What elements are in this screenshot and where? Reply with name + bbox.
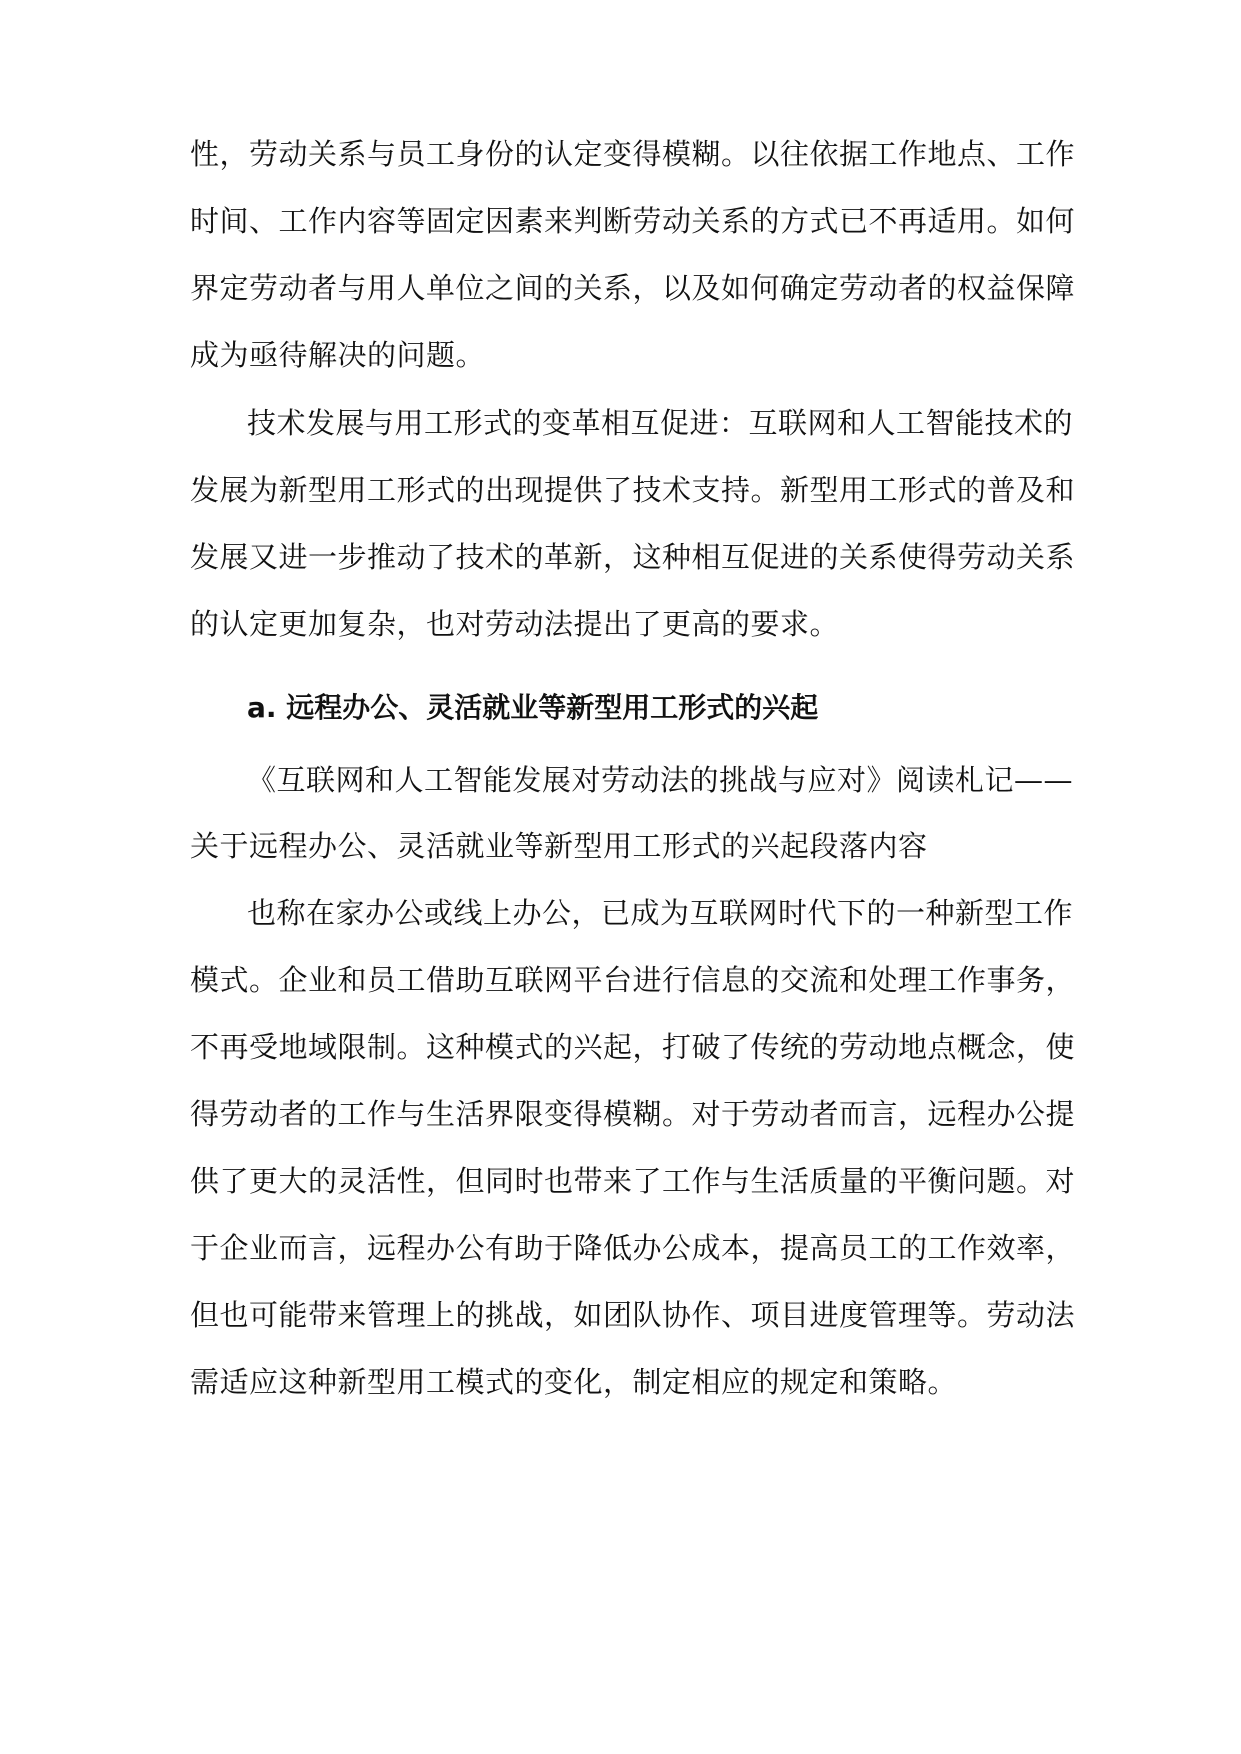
para2-line-2: 发展为新型用工形式的出现提供了技术支持。新型用工形式的普及和 — [190, 473, 1076, 507]
para4-line-1: 也称在家办公或线上办公，已成为互联网时代下的一种新型工作 — [247, 896, 1074, 930]
para4-line-6: 于企业而言，远程办公有助于降低办公成本，提高员工的工作效率， — [190, 1231, 1076, 1265]
para1-line-2: 时间、工作内容等固定因素来判断劳动关系的方式已不再适用。如何 — [190, 204, 1076, 238]
para4-line-5: 供了更大的灵活性，但同时也带来了工作与生活质量的平衡问题。对 — [190, 1164, 1076, 1198]
para1-line-1: 性，劳动关系与员工身份的认定变得模糊。以往依据工作地点、工作 — [190, 137, 1076, 171]
section-heading: a. 远程办公、灵活就业等新型用工形式的兴起 — [247, 691, 819, 724]
para4-line-3: 不再受地域限制。这种模式的兴起，打破了传统的劳动地点概念，使 — [190, 1030, 1076, 1064]
para4-line-7: 但也可能带来管理上的挑战，如团队协作、项目进度管理等。劳动法 — [190, 1298, 1076, 1332]
para3-line-1: 《互联网和人工智能发展对劳动法的挑战与应对》阅读札记—— — [247, 763, 1074, 797]
para2-line-4: 的认定更加复杂，也对劳动法提出了更高的要求。 — [190, 607, 840, 641]
para4-line-4: 得劳动者的工作与生活界限变得模糊。对于劳动者而言，远程办公提 — [190, 1097, 1076, 1131]
para4-line-2: 模式。企业和员工借助互联网平台进行信息的交流和处理工作事务， — [190, 963, 1076, 997]
para2-line-1: 技术发展与用工形式的变革相互促进：互联网和人工智能技术的 — [247, 406, 1074, 440]
para1-line-4: 成为亟待解决的问题。 — [190, 338, 486, 372]
para1-line-3: 界定劳动者与用人单位之间的关系，以及如何确定劳动者的权益保障 — [190, 271, 1076, 305]
para2-line-3: 发展又进一步推动了技术的革新，这种相互促进的关系使得劳动关系 — [190, 540, 1076, 574]
para4-line-8: 需适应这种新型用工模式的变化，制定相应的规定和策略。 — [190, 1365, 958, 1399]
para3-line-2: 关于远程办公、灵活就业等新型用工形式的兴起段落内容 — [190, 829, 928, 863]
